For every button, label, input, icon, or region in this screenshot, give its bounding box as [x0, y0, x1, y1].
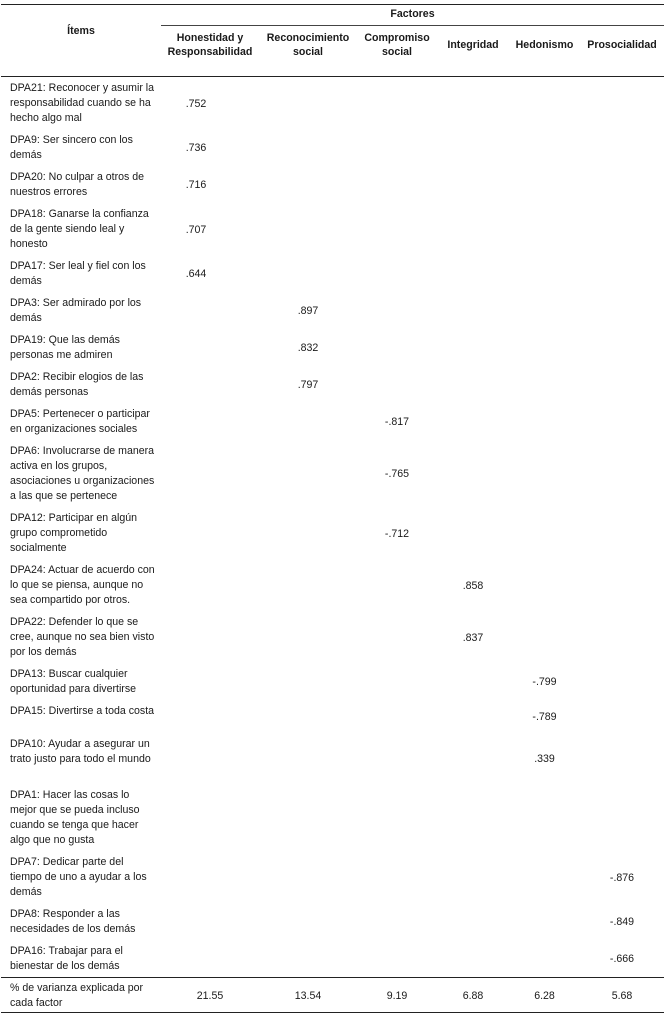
table-row [1, 255, 664, 292]
table-row [1, 129, 664, 166]
factor-loading-cell [357, 611, 437, 663]
factor-loading-cell [357, 329, 437, 366]
factor-loading-cell [580, 507, 664, 559]
factor-loading-cell: .707 [185, 223, 207, 236]
table-body [1, 77, 664, 978]
factor-loading-cell [580, 700, 664, 733]
factor-loading-cell [437, 700, 509, 733]
factor-loading-cell [509, 166, 580, 203]
factor-loading-cell [437, 403, 509, 440]
variance-value: 13.54 [259, 978, 357, 1013]
factor-loading-cell [259, 255, 357, 292]
factor-loading-cell [580, 329, 664, 366]
item-label: DPA2: Recibir elogios de las demás personas [10, 371, 144, 398]
factor-loading-cell [161, 700, 259, 733]
item-label: DPA19: Que las demás personas me admiren [10, 334, 120, 361]
factor-loading-cell: .752 [185, 97, 207, 110]
factor-loading-cell [437, 166, 509, 203]
factor-loading-cell [437, 733, 509, 784]
factor-loading-cell [161, 611, 259, 663]
factor-loading-cell [161, 292, 259, 329]
factor-loading-cell [259, 129, 357, 166]
factors-group-header: Factores [161, 5, 664, 26]
factor-loading-cell [580, 203, 664, 255]
factor-loading-cell [259, 507, 357, 559]
factor-loading-cell [437, 507, 509, 559]
factor-loading-cell [161, 940, 259, 978]
variance-value: 5.68 [580, 978, 664, 1013]
factor-loading-cell: -.849 [609, 916, 635, 928]
table-row [1, 366, 664, 403]
factor-header-honestidad: Honestidad y Responsabilidad [161, 26, 259, 77]
items-column-header: Ítems [1, 5, 161, 77]
factor-loading-cell: -.765 [384, 468, 410, 480]
factor-loading-cell [509, 611, 580, 663]
factor-loading-cell [259, 700, 357, 733]
factor-header-reconocimiento: Reconocimiento social [259, 26, 357, 77]
factor-loading-cell [509, 784, 580, 851]
factor-loading-cell [259, 440, 357, 507]
item-label: DPA16: Trabajar para el bienestar de los demás [10, 945, 123, 972]
item-label: DPA10: Ayudar a asegurar un trato justo para todo el mundo [10, 738, 151, 765]
factor-loading-cell [357, 903, 437, 940]
factor-loading-cell [357, 255, 437, 292]
factor-loading-cell [161, 903, 259, 940]
factor-loading-cell: -.666 [609, 953, 635, 965]
factor-loading-cell [580, 440, 664, 507]
factor-loading-cell [161, 329, 259, 366]
factor-loading-cell [437, 292, 509, 329]
item-label: DPA1: Hacer las cosas lo mejor que se pueda incluso cuando se tenga que hacer algo que no gusta [10, 789, 140, 846]
item-label: DPA13: Buscar cualquier oportunidad para divertirse [10, 668, 137, 695]
factor-loading-cell: -.799 [532, 676, 557, 688]
variance-value: 21.55 [161, 978, 259, 1013]
factor-loading-cell [437, 851, 509, 903]
factor-loading-cell [580, 611, 664, 663]
factor-loading-cell [161, 440, 259, 507]
factor-loading-cell: .832 [297, 342, 319, 354]
factor-loading-cell [161, 403, 259, 440]
factor-header-hedonismo: Hedonismo [509, 26, 580, 77]
factor-loading-cell [161, 366, 259, 403]
factor-loading-cell [357, 700, 437, 733]
factor-loading-cell [437, 129, 509, 166]
factor-loading-cell [357, 851, 437, 903]
table-row [1, 166, 664, 203]
factor-loading-cell [509, 440, 580, 507]
factor-loading-cell [580, 559, 664, 611]
factor-loading-cell: -.876 [609, 871, 635, 884]
item-label: DPA7: Dedicar parte del tiempo de uno a ayudar a los demás [10, 856, 147, 898]
variance-value: 6.28 [509, 978, 580, 1013]
table-row [1, 292, 664, 329]
factor-loading-cell [509, 329, 580, 366]
table-row [1, 559, 664, 611]
factor-loading-cell [580, 255, 664, 292]
variance-value: 6.88 [437, 978, 509, 1013]
factor-loading-cell [509, 903, 580, 940]
factor-loading-cell [437, 366, 509, 403]
factor-header-compromiso: Compromiso social [357, 26, 437, 77]
header-row-top [1, 5, 664, 26]
item-label: DPA22: Defender lo que se cree, aunque no sea bien visto por los demás [10, 616, 155, 658]
factor-loading-cell [357, 203, 437, 255]
factor-loading-cell [259, 403, 357, 440]
table-row [1, 663, 664, 700]
table-row [1, 611, 664, 663]
factor-loading-cell [437, 203, 509, 255]
factor-loading-cell [580, 77, 664, 130]
factor-loading-cell: .837 [462, 631, 484, 644]
factor-loading-cell: .897 [297, 305, 319, 317]
factor-header-integridad: Integridad [437, 26, 509, 77]
factor-loading-cell [357, 129, 437, 166]
factor-loading-cell: .339 [534, 753, 555, 765]
item-label: DPA24: Actuar de acuerdo con lo que se piensa, aunque no sea compartido por otros. [10, 564, 155, 606]
item-label: DPA6: Involucrarse de manera activa en los grupos, asociaciones u organizaciones a las que se pertenece [10, 445, 155, 502]
table-row [1, 77, 664, 130]
factor-loading-cell [509, 851, 580, 903]
factor-loading-cell [437, 784, 509, 851]
factor-loading-cell [259, 166, 357, 203]
factor-loading-cell [580, 366, 664, 403]
factor-loading-cell [509, 255, 580, 292]
factor-loading-cell: -.789 [532, 711, 557, 723]
factor-loading-cell [259, 663, 357, 700]
table-row [1, 440, 664, 507]
factor-loading-cell [437, 255, 509, 292]
item-label: DPA21: Reconocer y asumir la responsabilidad cuando se ha hecho algo mal [10, 82, 155, 124]
factor-loading-cell [437, 329, 509, 366]
factor-loading-cell [259, 203, 357, 255]
factor-loading-cell [259, 611, 357, 663]
table-row [1, 784, 664, 851]
factor-loading-cell [580, 663, 664, 700]
factor-loading-cell [161, 851, 259, 903]
factor-loading-cell [357, 292, 437, 329]
item-label: DPA15: Divertirse a toda costa [10, 705, 155, 717]
table-row [1, 700, 664, 733]
table-row [1, 940, 664, 978]
factor-loadings-table [1, 4, 664, 1013]
factor-loading-cell: .797 [297, 379, 319, 391]
factor-loading-cell [357, 366, 437, 403]
item-label: DPA17: Ser leal y fiel con los demás [10, 260, 146, 287]
item-label: DPA12: Participar en algún grupo comprometido socialmente [10, 512, 138, 554]
factor-loading-cell [509, 129, 580, 166]
item-label: DPA5: Pertenecer o participar en organizaciones sociales [10, 408, 150, 435]
factor-loading-cell: -.712 [384, 527, 410, 540]
factor-loading-cell [580, 403, 664, 440]
factor-loading-cell [357, 733, 437, 784]
factor-loading-cell [259, 77, 357, 130]
factor-loading-cell [509, 366, 580, 403]
factor-loading-cell [580, 292, 664, 329]
item-label: DPA8: Responder a las necesidades de los demás [10, 908, 136, 935]
table-row [1, 329, 664, 366]
factor-loading-cell [357, 663, 437, 700]
factor-loading-cell [509, 507, 580, 559]
table-row [1, 403, 664, 440]
table-row [1, 203, 664, 255]
factor-loading-cell [580, 129, 664, 166]
factor-loading-cell [357, 940, 437, 978]
factor-header-prosocialidad: Prosocialidad [580, 26, 664, 77]
variance-label: % de varianza explicada por cada factor [1, 978, 161, 1013]
item-label: DPA9: Ser sincero con los demás [10, 134, 133, 161]
factor-loading-cell [161, 733, 259, 784]
factor-loading-cell [259, 851, 357, 903]
item-label: DPA18: Ganarse la confianza de la gente siendo leal y honesto [10, 208, 149, 250]
factor-loading-cell [509, 559, 580, 611]
factor-loading-cell: .736 [185, 142, 207, 154]
factor-loading-cell [259, 733, 357, 784]
table-row [1, 507, 664, 559]
factor-loading-cell [509, 940, 580, 978]
factor-loading-cell [161, 507, 259, 559]
factor-loading-cell: .858 [462, 579, 484, 592]
factor-loading-cell [437, 903, 509, 940]
factor-loading-cell [357, 77, 437, 130]
factor-loading-cell [259, 784, 357, 851]
factor-loading-cell [509, 77, 580, 130]
table-row [1, 851, 664, 903]
factor-loading-cell [259, 903, 357, 940]
factor-loading-cell: .644 [185, 268, 207, 280]
table-row [1, 733, 664, 784]
factor-loading-cell [357, 166, 437, 203]
factor-loading-cell [580, 733, 664, 784]
factor-loading-cell [161, 784, 259, 851]
variance-value: 9.19 [357, 978, 437, 1013]
factor-loading-cell: .716 [185, 179, 207, 191]
factor-loading-cell [437, 77, 509, 130]
factor-loading-cell [437, 440, 509, 507]
factor-loading-cell [509, 292, 580, 329]
factor-loading-cell [580, 166, 664, 203]
variance-row [1, 978, 664, 1013]
factor-loading-cell [357, 559, 437, 611]
factor-loading-cell [437, 940, 509, 978]
factor-loading-cell [509, 203, 580, 255]
factor-loading-cell [259, 940, 357, 978]
factor-loading-cell [357, 784, 437, 851]
factor-loading-cell [580, 784, 664, 851]
factor-loading-cell [161, 663, 259, 700]
item-label: DPA20: No culpar a otros de nuestros errores [10, 171, 145, 198]
factor-loading-cell [509, 403, 580, 440]
factor-loading-cell [161, 559, 259, 611]
factor-loading-cell: -.817 [384, 416, 410, 428]
table-row [1, 903, 664, 940]
factor-loading-cell [259, 559, 357, 611]
factor-loading-cell [437, 663, 509, 700]
item-label: DPA3: Ser admirado por los demás [10, 297, 142, 324]
